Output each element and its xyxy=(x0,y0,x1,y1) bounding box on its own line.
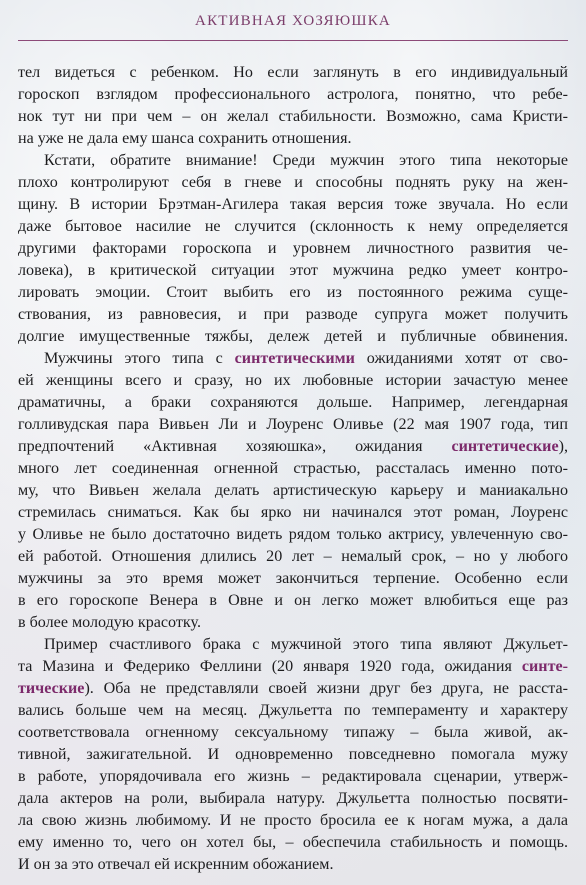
text-line: нок тут ни при чем – он желал стабильности. Возможно, сама Кристи- xyxy=(18,108,568,125)
text-line: в более молодую красотку. xyxy=(18,614,201,631)
text-line xyxy=(18,678,568,700)
text-line: ему именно то, чего он хотел бы, – обеспечила стабильность и помощь. xyxy=(18,834,568,851)
text-segment: предпочтений «Активная хозяюшка», ожидания xyxy=(18,438,452,455)
header-title: АКТИВНАЯ ХОЗЯЮШКА xyxy=(195,13,391,29)
text-line: стремилась сниматься. Как бы ярко ни начинался этот роман, Лоуренс xyxy=(18,504,568,521)
text-line: вались больше чем на месяц. Джульетта по темпераменту и характеру xyxy=(18,702,568,719)
text-line: соответствовала огненному сексуальному типажу – была живой, ак- xyxy=(18,724,568,741)
text-line: Пример счастливого брака с мужчиной этого типа являют Джульет- xyxy=(44,636,568,653)
text-line: драматичны, а браки сохраняются дольше. Например, легендарная xyxy=(18,394,568,411)
text-line: ей женщины всего и сразу, но их любовные истории зачастую менее xyxy=(18,372,568,389)
text-line: много лет соединенная огненной страстью, рассталась именно пото- xyxy=(18,460,568,477)
text-line: ей работой. Отношения длились 20 лет – немалый срок, – но у любого xyxy=(18,548,568,565)
text-line: Кстати, обратите внимание! Среди мужчин этого типа некоторые xyxy=(44,152,568,169)
highlighted-term: синте- xyxy=(521,658,568,675)
text-line: тивной, зажигательной. И одновременно повседневно помогала мужу xyxy=(18,746,568,763)
running-header xyxy=(18,0,568,41)
text-line: ла свою жизнь любимому. И не просто бросила ее к ногам мужа, а дала xyxy=(18,812,568,829)
text-segment: ). Оба не представляли своей жизни друг без друга, не расста- xyxy=(84,680,568,697)
text-line xyxy=(18,656,568,678)
text-line: плохо контролируют себя в гневе и способны поднять руку на жен- xyxy=(18,174,568,191)
text-line: на уже не дала ему шанса сохранить отношения. xyxy=(18,130,352,147)
text-segment: ), xyxy=(558,438,568,455)
page-body-text xyxy=(18,62,568,876)
text-line: даже бытовое насилие не случится (склонность к нему определяется xyxy=(18,218,568,235)
text-line: му, что Вивьен желала делать артистическую карьеру и маниакально xyxy=(18,482,568,499)
text-segment: та Мазина и Федерико Феллини (20 января 1920 года, ожидания xyxy=(18,658,522,675)
text-line: в его гороскопе Венера в Овне и он легко может влюбиться еще раз xyxy=(18,592,568,609)
highlighted-term: синтетическими xyxy=(234,350,355,367)
text-segment: Мужчины этого типа с xyxy=(44,350,235,367)
text-line: тел видеться с ребенком. Но если заглянуть в его индивидуальный xyxy=(18,64,568,81)
text-line xyxy=(18,348,568,370)
text-line: гороскоп взглядом профессионального астролога, понятно, что ребе- xyxy=(18,86,568,103)
text-line: ствования, из равновесия, и при разводе супруга может получить xyxy=(18,306,568,323)
text-line: мужчины за это время может закончиться терпение. Особенно если xyxy=(18,570,568,587)
text-line: дала актеров на роли, выбирала натуру. Джульетта полностью посвяти- xyxy=(18,790,568,807)
highlighted-term: тические xyxy=(18,680,85,697)
text-line: другими факторами гороскопа и уровнем личностного развития че- xyxy=(18,240,568,257)
text-line: ловека), в критической ситуации этот мужчина редко умеет контро- xyxy=(18,262,568,279)
text-line: голливудская пара Вивьен Ли и Лоуренс Оливье (22 мая 1907 года, тип xyxy=(18,416,568,433)
text-line: щину. В истории Брэтман-Агилера такая версия тоже звучала. Но если xyxy=(18,196,568,213)
highlighted-term: синтетические xyxy=(451,438,559,455)
text-segment: ожиданиями хотят от сво- xyxy=(354,350,568,367)
text-line: долгие имущественные тяжбы, дележ детей и публичные обвинения. xyxy=(18,328,568,345)
text-line: И он за это отвечал ей искренним обожанием. xyxy=(18,856,334,873)
text-line: в работе, упорядочивала его жизнь – редактировала сценарии, утверж- xyxy=(18,768,568,785)
text-line: лировать эмоции. Стоит выбить его из постоянного режима суще- xyxy=(18,284,568,301)
text-line xyxy=(18,436,568,458)
text-line: у Оливье не было достаточно видеть рядом только актрису, увлеченную сво- xyxy=(18,526,568,543)
